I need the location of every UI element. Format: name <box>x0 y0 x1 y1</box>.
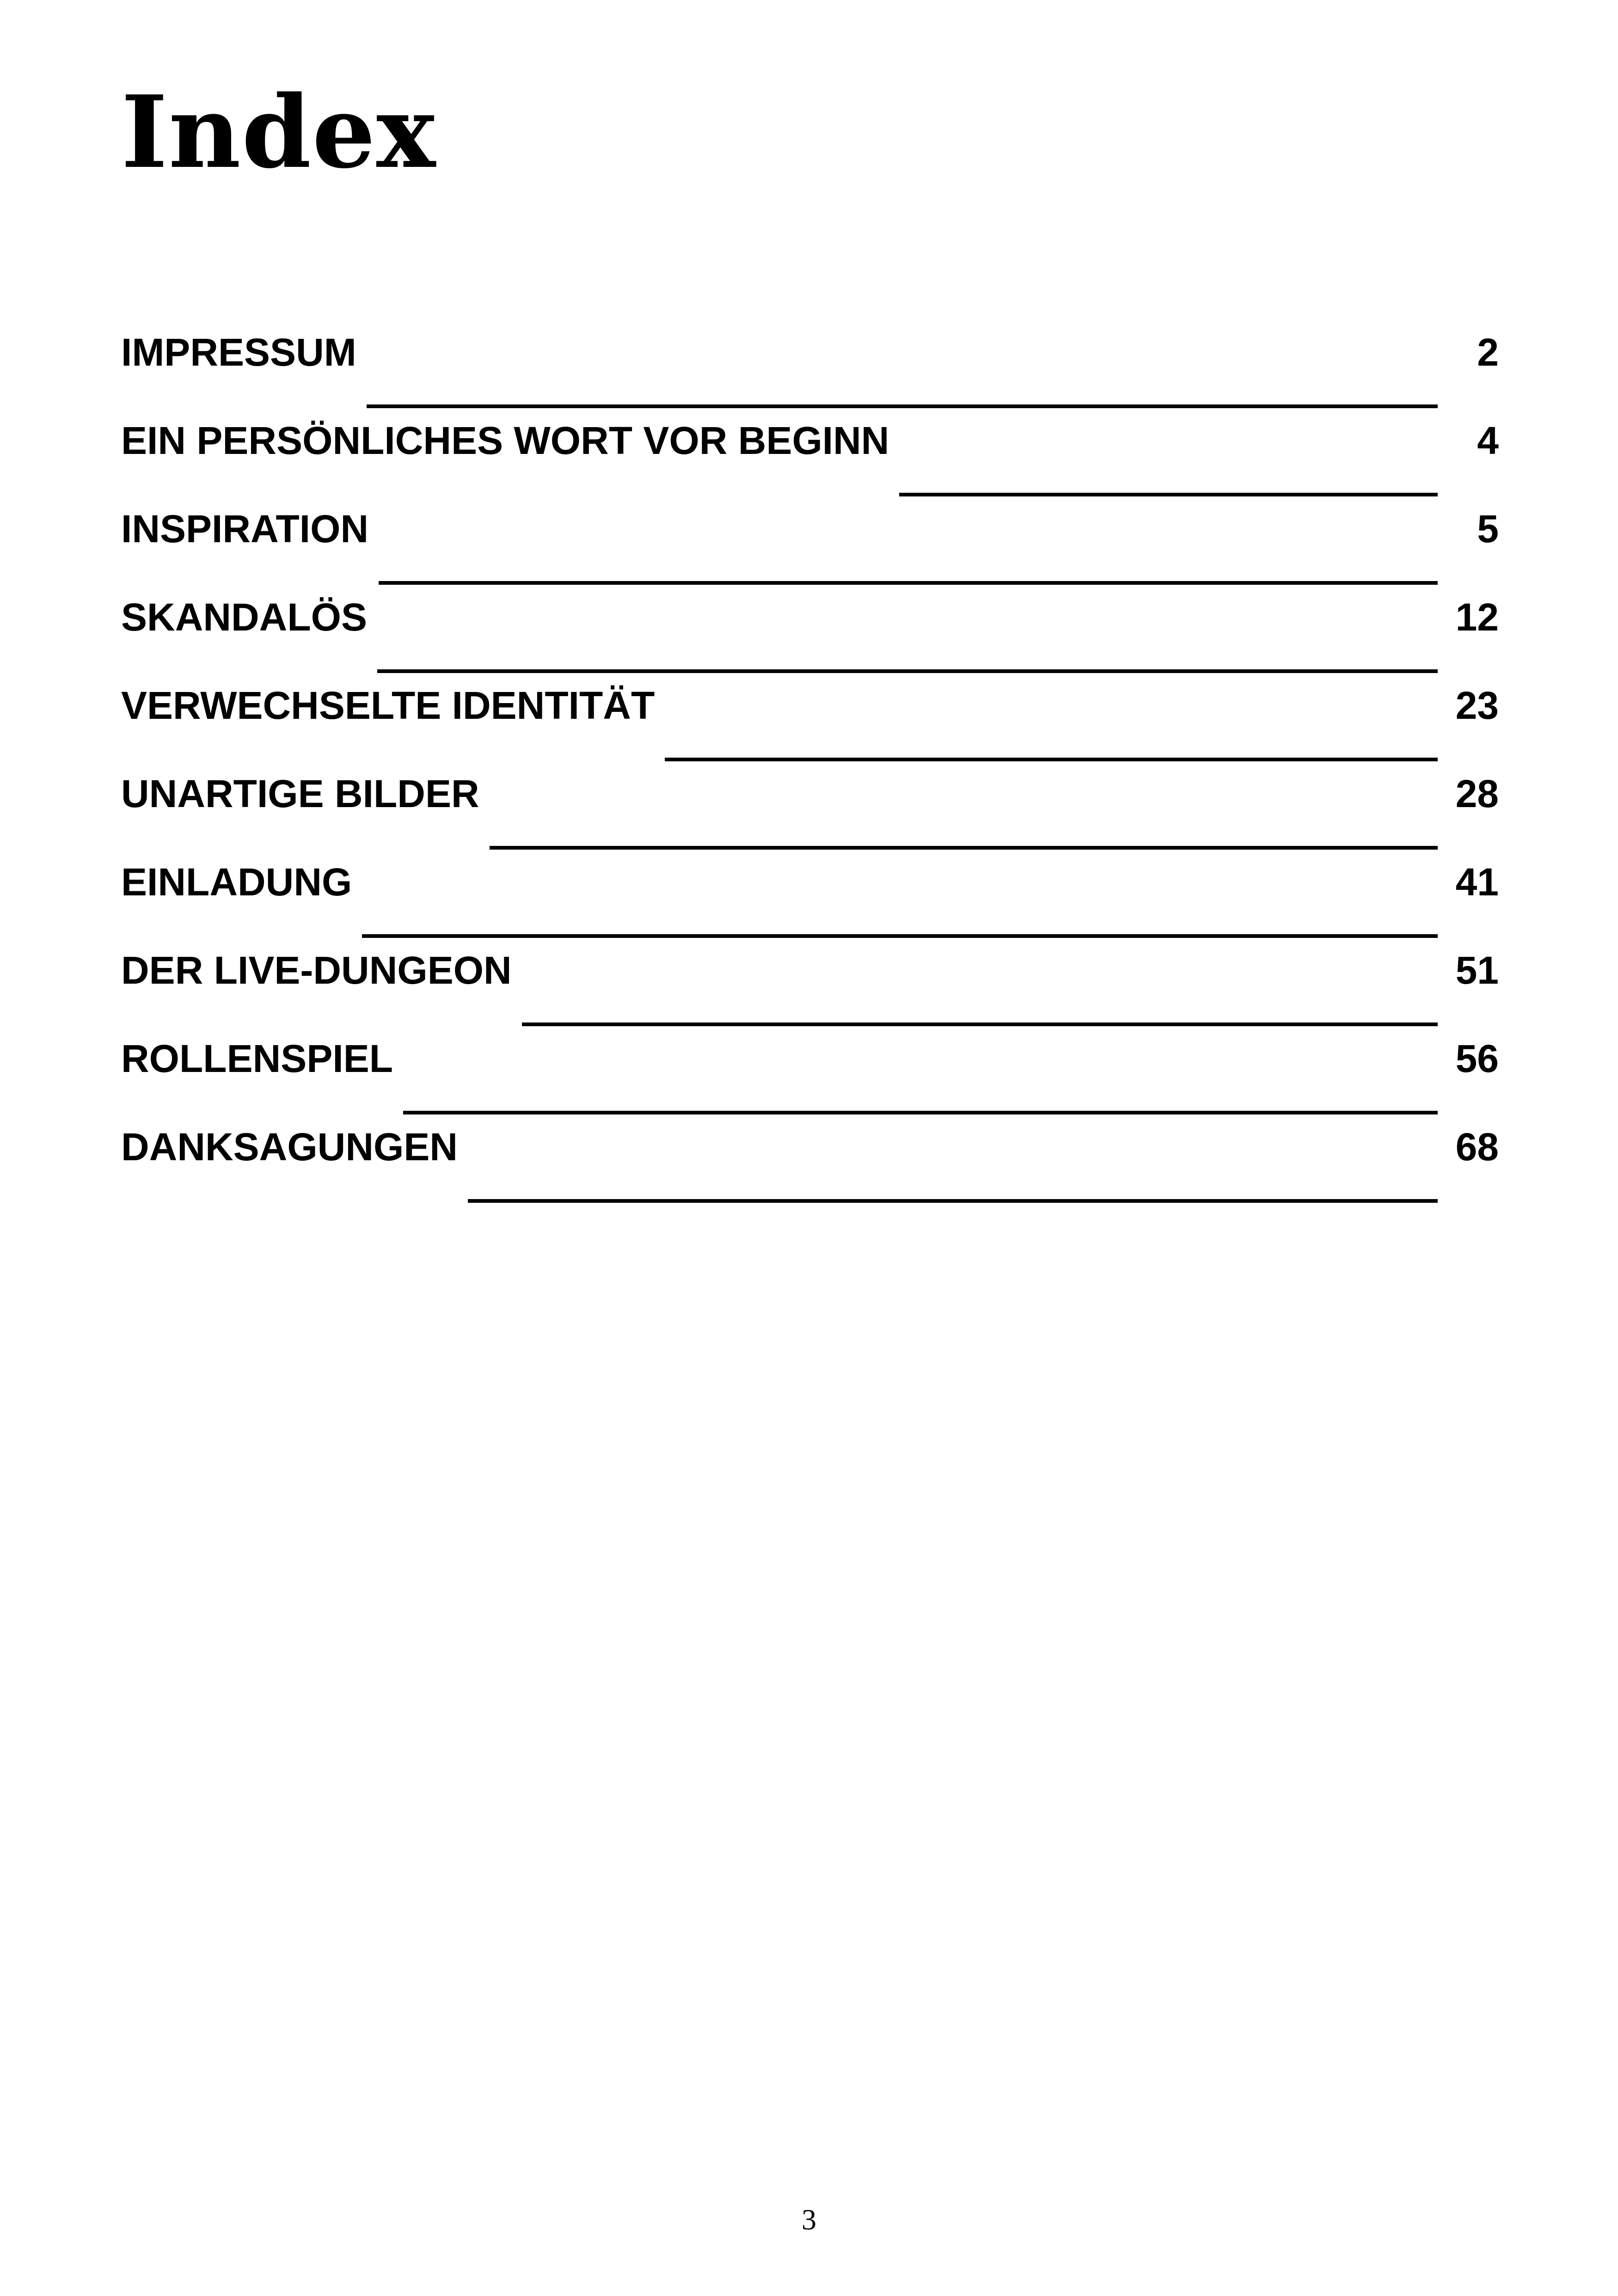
toc-entry-page: 12 <box>1455 595 1499 639</box>
toc-entry-page: 2 <box>1477 331 1499 374</box>
toc-leader-line <box>403 1111 1438 1114</box>
page-number: 3 <box>802 2203 816 2236</box>
toc-entry-page: 28 <box>1455 772 1499 815</box>
toc-entry-page: 51 <box>1455 949 1499 992</box>
toc-entry-verwechselte-identitaet[interactable] <box>121 686 1499 774</box>
toc-leader-line <box>468 1199 1438 1203</box>
toc-entry-page: 23 <box>1455 684 1499 727</box>
toc-entry-page: 41 <box>1455 860 1499 904</box>
toc-entry-page: 68 <box>1455 1125 1499 1169</box>
toc-entry-danksagungen[interactable] <box>121 1127 1499 1216</box>
toc-entry-label: EIN PERSÖNLICHES WORT VOR BEGINN <box>121 419 889 462</box>
toc-leader-line <box>362 934 1438 938</box>
toc-entry-label: ROLLENSPIEL <box>121 1037 393 1080</box>
toc-entry-label: IMPRESSUM <box>121 331 356 374</box>
table-of-contents <box>121 333 1499 1216</box>
toc-entry-unartige-bilder[interactable] <box>121 774 1499 863</box>
toc-entry-impressum[interactable] <box>121 333 1499 421</box>
toc-leader-line <box>665 758 1438 761</box>
toc-leader-line <box>490 846 1438 850</box>
toc-entry-label: EINLADUNG <box>121 860 352 904</box>
toc-entry-page: 4 <box>1477 419 1499 462</box>
toc-entry-label: DER LIVE-DUNGEON <box>121 949 512 992</box>
toc-leader-line <box>367 404 1438 408</box>
toc-entry-label: INSPIRATION <box>121 507 369 551</box>
toc-entry-persoenliches-wort[interactable] <box>121 421 1499 509</box>
toc-entry-label: VERWECHSELTE IDENTITÄT <box>121 684 655 727</box>
toc-entry-page: 56 <box>1455 1037 1499 1080</box>
toc-entry-label: UNARTIGE BILDER <box>121 772 479 815</box>
toc-entry-rollenspiel[interactable] <box>121 1039 1499 1127</box>
toc-entry-skandaloes[interactable] <box>121 595 1499 686</box>
toc-entry-label: DANKSAGUNGEN <box>121 1125 458 1169</box>
toc-entry-page: 5 <box>1477 507 1499 551</box>
toc-leader-line <box>377 669 1438 673</box>
toc-entry-live-dungeon[interactable] <box>121 951 1499 1039</box>
toc-entry-inspiration[interactable] <box>121 509 1499 598</box>
toc-entry-label: SKANDALÖS <box>121 595 368 639</box>
toc-leader-line <box>522 1022 1438 1026</box>
page-title: Index <box>121 73 437 190</box>
toc-entry-einladung[interactable] <box>121 860 1499 951</box>
toc-leader-line <box>379 581 1438 585</box>
toc-leader-line <box>899 493 1438 496</box>
